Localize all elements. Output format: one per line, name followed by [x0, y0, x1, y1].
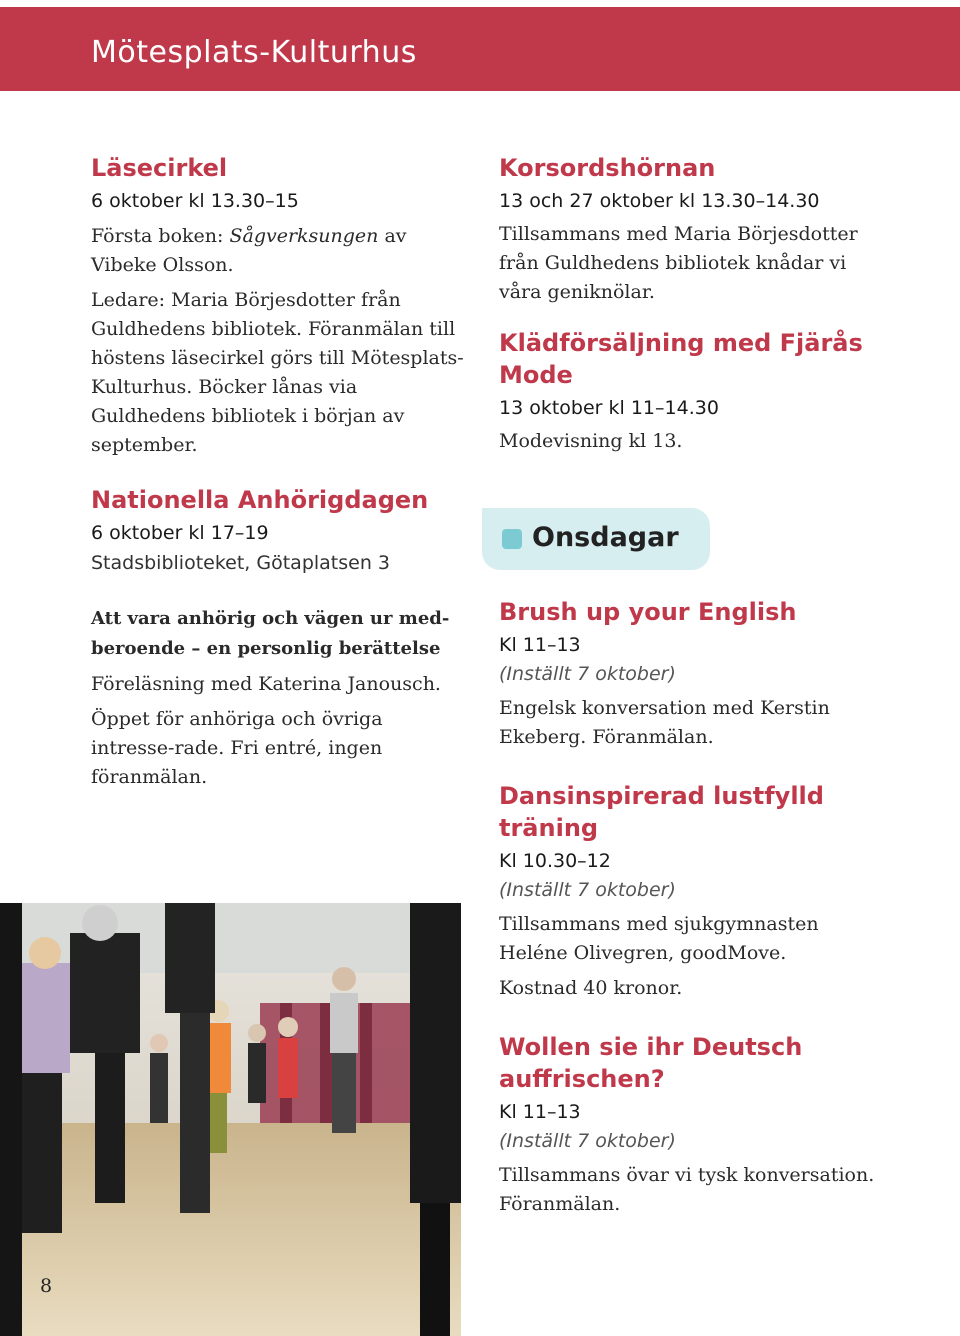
section-dans: [499, 780, 879, 1003]
section-brush: [499, 596, 879, 752]
event-place: Stadsbiblioteket, Götaplatsen 3: [91, 552, 391, 574]
paragraph: Föreläsning med Katerina Janousch.: [91, 673, 441, 695]
event-time: Kl 10.30–12: [499, 850, 611, 872]
left-column: [91, 152, 471, 792]
section-title: Läsecirkel: [91, 154, 228, 182]
paragraph: Engelsk konversation med Kerstin Ekeberg. Föranmälan.: [499, 697, 830, 748]
section-title: Korsordshörnan: [499, 154, 716, 182]
event-time: 13 oktober kl 11–14.30: [499, 397, 719, 419]
section-lasecirkel: [91, 152, 471, 460]
paragraph: Kostnad 40 kronor.: [499, 977, 683, 999]
paragraph: Modevisning kl 13.: [499, 430, 683, 452]
page-number: 8: [40, 1275, 53, 1297]
section-kladforsaljning: [499, 327, 879, 456]
paragraph-text: Första boken:: [91, 225, 230, 247]
cancel-note: (Inställt 7 oktober): [499, 879, 676, 901]
page-title: Mötesplats-Kulturhus: [91, 35, 417, 70]
event-time: 13 och 27 oktober kl 13.30–14.30: [499, 190, 820, 212]
paragraph: Tillsammans med sjukgymnasten Heléne Olivegren, goodMove.: [499, 913, 819, 964]
event-time: Kl 11–13: [499, 1101, 581, 1123]
cancel-note: (Inställt 7 oktober): [499, 663, 676, 685]
event-time: 6 oktober kl 13.30–15: [91, 190, 299, 212]
event-time: 6 oktober kl 17–19: [91, 522, 269, 544]
right-column: [499, 152, 879, 456]
weekday-label: Onsdagar: [532, 522, 679, 553]
paragraph-text: av Vibeke Olsson.: [91, 225, 407, 276]
section-title: Nationella Anhörigdagen: [91, 486, 429, 514]
event-time: Kl 11–13: [499, 634, 581, 656]
paragraph: Ledare: Maria Börjesdotter från Guldhedens bibliotek. Föranmälan till höstens läsecirkel görs till Mötesplats-Kulturhus. Böcker lånas via Guldhedens bibliotek i början av september.: [91, 289, 464, 456]
paragraph: Tillsammans övar vi tysk konversation. Föranmälan.: [499, 1164, 875, 1215]
book-title: Sågverksungen: [229, 225, 379, 247]
lecture-title: Att vara anhörig och vägen ur med-beroende – en personlig berättelse: [91, 608, 450, 659]
right-column-lower: [499, 596, 879, 1219]
square-icon: [502, 529, 522, 549]
dance-photo-illustration: [0, 903, 461, 1336]
paragraph: [91, 222, 471, 280]
paragraph: Tillsammans med Maria Börjesdotter från Guldhedens bibliotek knådar vi våra geniknölar.: [499, 223, 858, 303]
cancel-note: (Inställt 7 oktober): [499, 1130, 676, 1152]
weekday-badge: [482, 508, 710, 570]
section-korsord: [499, 152, 879, 307]
section-deutsch: [499, 1031, 879, 1219]
section-title: Dansinspirerad lustfylld träning: [499, 782, 824, 842]
section-title: Klädförsäljning med Fjärås Mode: [499, 329, 863, 389]
section-nationella: [91, 484, 471, 792]
page-header: [0, 7, 960, 91]
dance-class-photo: [0, 903, 461, 1336]
section-title: Wollen sie ihr Deutsch auffrischen?: [499, 1033, 803, 1093]
section-title: Brush up your English: [499, 598, 797, 626]
paragraph: Öppet för anhöriga och övriga intresse-rade. Fri entré, ingen föranmälan.: [91, 708, 383, 788]
